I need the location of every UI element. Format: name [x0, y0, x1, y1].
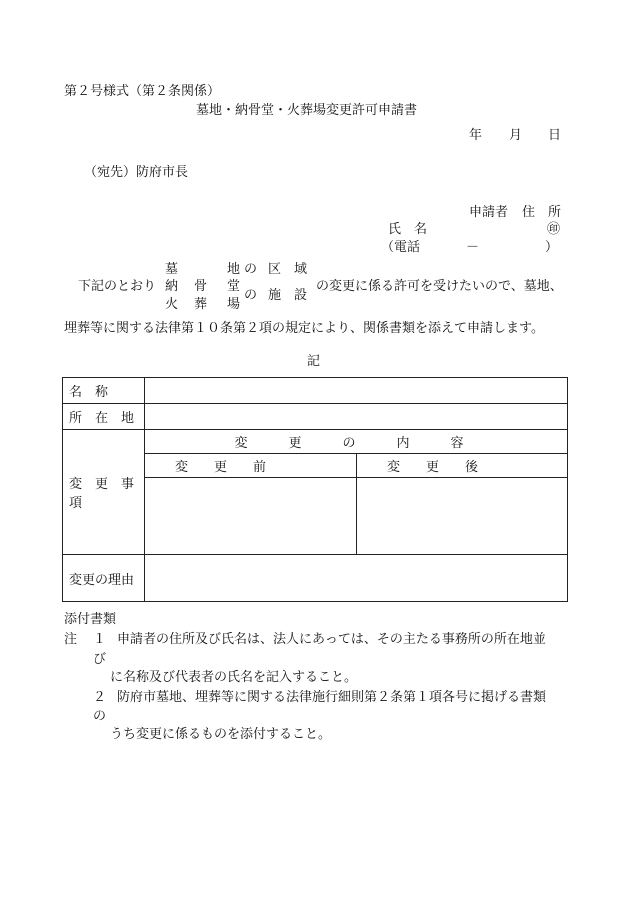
applicant-label: 申請者 [469, 205, 509, 220]
changes-label-cell [63, 430, 148, 555]
date-year: 年 [469, 128, 483, 143]
note-label: 注 [64, 632, 78, 647]
after-input-cell[interactable] [357, 478, 568, 555]
stack-col3-3: 場 [227, 297, 241, 312]
area-label: 区 域 [268, 262, 308, 277]
document-title: 墓地・納骨堂・火葬場変更許可申請書 [196, 103, 418, 118]
stack-col1-1: 墓 [165, 262, 179, 277]
name-label: 氏 名 [388, 222, 428, 237]
stack-col1-2: 納 [165, 279, 179, 294]
facility-label: 施 設 [268, 288, 308, 303]
phone-close: ） [545, 240, 559, 255]
after-header-cell [357, 454, 568, 478]
date-month: 月 [509, 128, 523, 143]
note2-line1: 防府市墓地、埋葬等に関する法律施行細則第２条第１項各号に掲げる書類 [117, 690, 547, 705]
stack-col3-2: 堂 [227, 279, 241, 294]
bracket-no-2: の [244, 288, 258, 303]
after-header: 変 更 後 [387, 460, 479, 475]
reason-cell-label: 変更の理由 [69, 572, 135, 588]
location-input-cell[interactable] [145, 404, 568, 430]
stack-col2-2: 葬 [194, 297, 208, 312]
application-table [62, 377, 568, 602]
body-lead: 下記のとおり [78, 279, 157, 294]
content-header-cell [145, 430, 568, 454]
note1-number: １ [93, 632, 107, 647]
note1-wrap: び [93, 652, 107, 667]
ki-heading: 記 [307, 354, 321, 369]
reason-label-cell [63, 555, 145, 602]
attachments-label: 添付書類 [64, 612, 117, 627]
note2-number: ２ [93, 690, 107, 705]
bracket-no-1: の [244, 262, 258, 277]
body-line2: 埋葬等に関する法律第１０条第２項の規定により、関係書類を添えて申請します。 [64, 321, 544, 336]
body-suffix: の変更に係る許可を受けたいので、墓地、 [316, 279, 563, 294]
seal-mark: ㊞ [547, 222, 561, 237]
addressee: （宛先）防府市長 [84, 165, 189, 180]
stack-col3-1: 地 [227, 262, 241, 277]
note2-line2: うち変更に係るものを添付すること。 [110, 727, 332, 742]
date-day: 日 [548, 128, 562, 143]
note1-line1: 申請者の住所及び氏名は、法人にあっては、その主たる事務所の所在地並 [117, 632, 546, 647]
content-header: 変 更 の 内 容 [234, 436, 478, 451]
phone-dash: － [466, 240, 480, 255]
before-input-cell[interactable] [145, 478, 357, 555]
reason-input-cell[interactable] [145, 555, 568, 602]
name-cell-label: 名 称 [69, 385, 109, 400]
location-cell-label: 所 在 地 [69, 411, 135, 426]
phone-open: （電話 [381, 240, 421, 255]
note2-wrap: の [93, 709, 107, 724]
changes-cell-label: 変 更 事 項 [69, 477, 148, 511]
name-label-cell [63, 378, 145, 404]
address-label: 住 所 [522, 205, 562, 220]
location-label-cell [63, 404, 145, 430]
before-header-cell [145, 454, 357, 478]
note1-line2: に名称及び代表者の氏名を記入すること。 [110, 670, 358, 685]
stack-col1-3: 火 [165, 297, 179, 312]
form-number: 第２号様式（第２条関係） [64, 84, 221, 99]
name-input-cell[interactable] [145, 378, 568, 404]
before-header: 変 更 前 [175, 460, 267, 475]
stack-col2-1: 骨 [194, 279, 208, 294]
